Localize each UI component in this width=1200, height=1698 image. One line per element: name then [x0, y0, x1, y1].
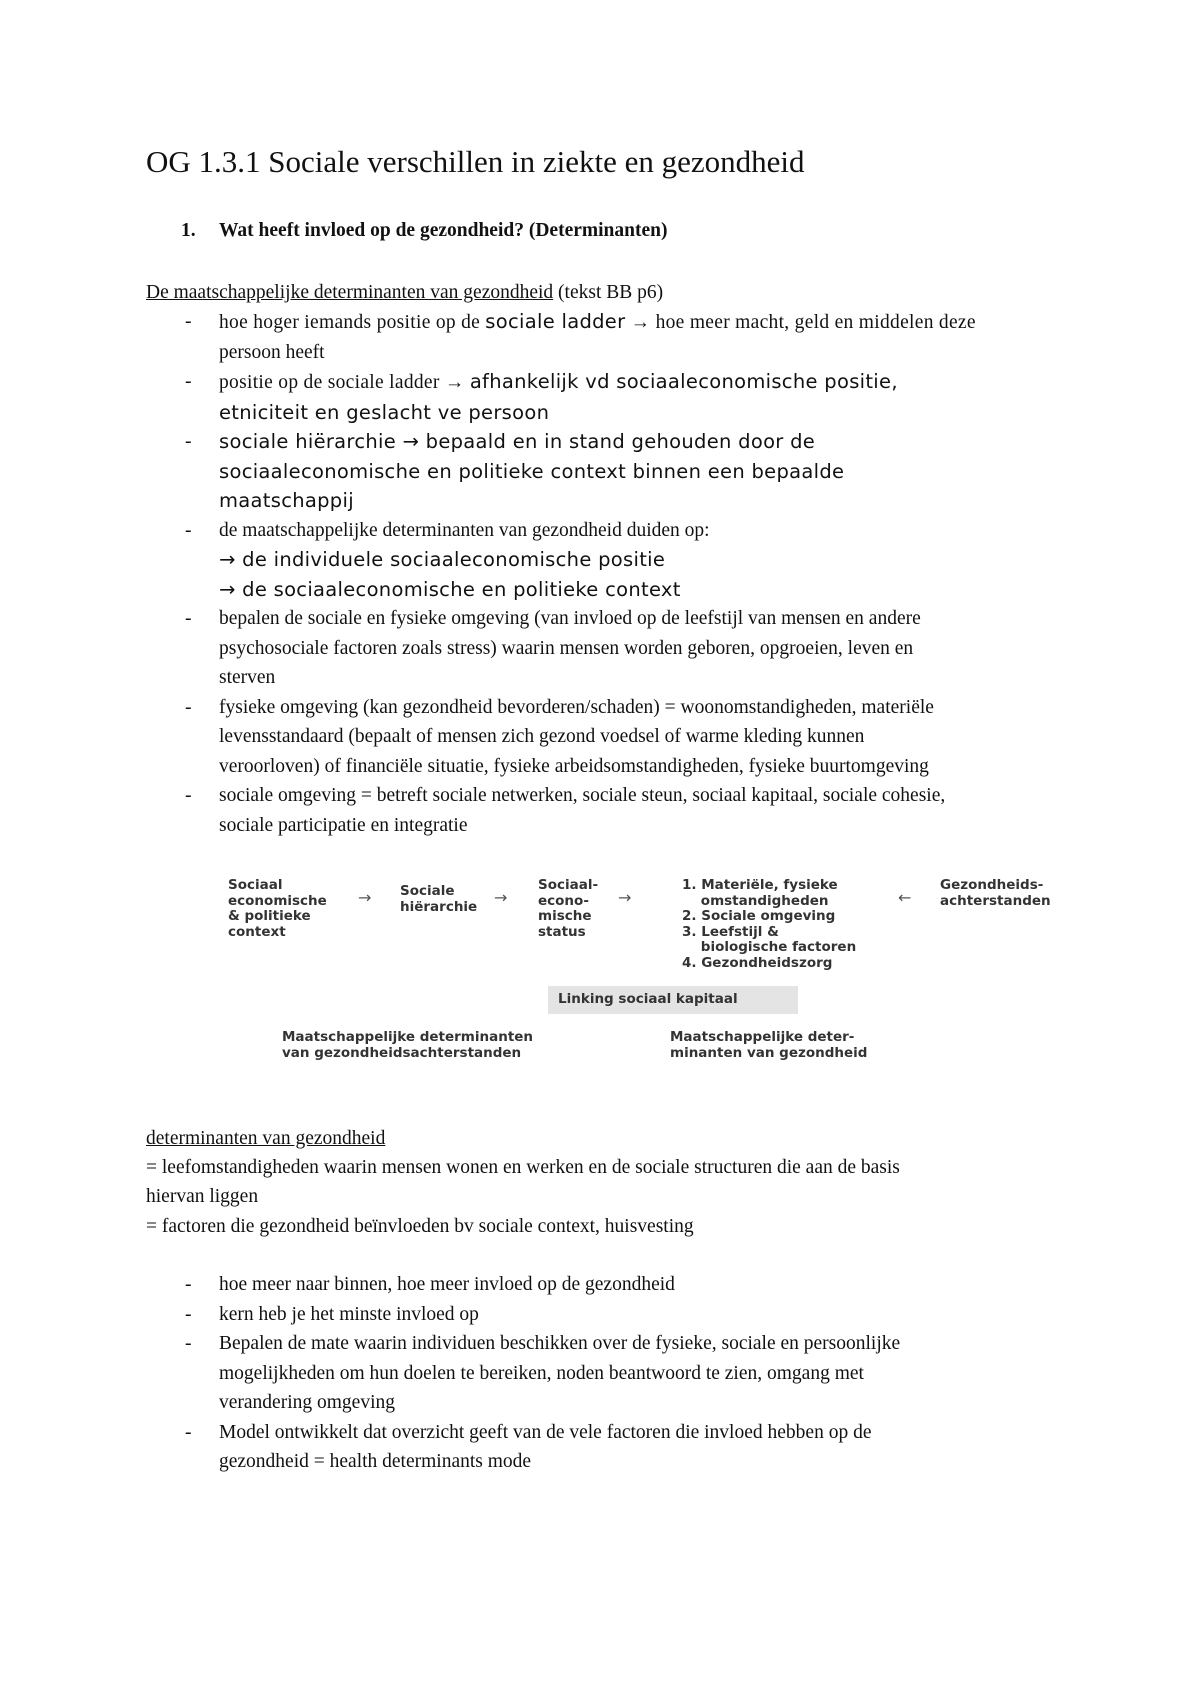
- section2-heading: [146, 1128, 385, 1150]
- determinants-diagram: [218, 868, 1078, 1074]
- bullet-text-segment: fysieke omgeving (kan gezondheid bevorderen/schaden) = woonomstandigheden, materiële: [219, 696, 934, 718]
- bullet-marker: -: [185, 431, 192, 452]
- bullet-line: [219, 1388, 1076, 1418]
- bullet-item: [146, 516, 1076, 605]
- bullet-item: [146, 781, 1076, 840]
- diagram-box-hierarchy: Sociale hiërarchie: [400, 883, 478, 915]
- bullet-marker: -: [185, 371, 192, 392]
- bullet-item: [146, 604, 1076, 693]
- bullet-text-segment: → hoe meer macht, geld en middelen deze: [625, 312, 976, 333]
- bullet-line: [219, 1329, 1076, 1359]
- bullet-item: [146, 1329, 1076, 1418]
- question-text: Wat heeft invloed op de gezondheid? (Determinanten): [219, 220, 668, 241]
- bullet-marker: -: [185, 1421, 192, 1443]
- definition-1-line-2: hiervan liggen: [146, 1186, 259, 1207]
- bullet-marker: -: [185, 1274, 192, 1295]
- question-number: 1.: [181, 220, 196, 241]
- diagram-box-status: Sociaal- econo- mische status: [538, 877, 599, 940]
- diagram-box-outcome: Gezondheids- achterstanden: [940, 877, 1051, 909]
- bullet-line: [219, 367, 1076, 398]
- bullet-marker: -: [185, 1303, 192, 1325]
- bullet-line: [219, 1447, 1076, 1477]
- bullet-text-segment: persoon heeft: [219, 341, 325, 363]
- bullet-marker: -: [185, 311, 192, 332]
- bullet-text-segment: etniciteit en geslacht ve persoon: [219, 400, 550, 424]
- bullet-text-segment: → de sociaaleconomische en politieke context: [219, 577, 681, 601]
- bullet-line: [219, 1270, 1076, 1300]
- section2-heading-text: determinanten van gezondheid: [146, 1128, 386, 1149]
- bullet-text-segment: de maatschappelijke determinanten van gezondheid duiden op:: [219, 519, 710, 541]
- bullet-line: [219, 545, 1076, 575]
- bullet-line: [219, 398, 1076, 428]
- diagram-caption-right: Maatschappelijke deter- minanten van gezondheid: [670, 1029, 868, 1061]
- bullet-text-segment: veroorloven) of financiële situatie, fysieke arbeidsomstandigheden, fysieke buurtomgeving: [219, 755, 929, 777]
- bullet-text-segment: mogelijkheden om hun doelen te bereiken, noden beantwoord te zien, omgang met: [219, 1362, 864, 1384]
- bullet-item: [146, 693, 1076, 782]
- bullet-text-segment: → de individuele sociaaleconomische positie: [219, 548, 666, 571]
- bullet-line: [219, 722, 1076, 752]
- diagram-arrow-4: ←: [898, 888, 912, 907]
- bullet-text-segment: sociale omgeving = betreft sociale netwerken, sociale steun, sociaal kapitaal, sociale cohesie,: [219, 785, 946, 806]
- bullet-text-segment: gezondheid = health determinants mode: [219, 1451, 532, 1472]
- definition-1-line-1: = leefomstandigheden waarin mensen wonen en werken en de sociale structuren die aan de basis: [146, 1157, 900, 1178]
- diagram-arrow-2: →: [494, 888, 508, 907]
- bullet-text-segment: hoe meer naar binnen, hoe meer invloed op de gezondheid: [219, 1274, 675, 1295]
- bullet-line: [219, 781, 1076, 811]
- section1-heading-rest: (tekst BB p6): [553, 282, 664, 303]
- section1-heading: [146, 282, 663, 304]
- bullet-line: [219, 575, 1076, 605]
- section1-heading-underlined: De maatschappelijke determinanten van gezondheid: [146, 282, 554, 303]
- bullet-item: [146, 1300, 1076, 1330]
- bullet-text-segment: sociaaleconomische en politieke context binnen een bepaalde: [219, 459, 845, 483]
- bullet-line: [219, 1359, 1076, 1389]
- bullet-line: [219, 811, 1076, 841]
- bullet-text-segment: Model ontwikkelt dat overzicht geeft van de vele factoren die invloed hebben op de: [219, 1421, 872, 1443]
- bullet-line: [219, 486, 1076, 516]
- bullet-text-segment: sociale ladder: [485, 310, 626, 333]
- section1-bullet-list: [146, 307, 1076, 840]
- bullet-text-segment: bepalen de sociale en fysieke omgeving (van invloed op de leefstijl van mensen en andere: [219, 608, 921, 629]
- diagram-box-factors: 1. Materiële, fysieke omstandigheden 2. Sociale omgeving 3. Leefstijl & biologische factoren 4. Gezondheidszorg: [682, 877, 857, 971]
- bullet-item: [146, 307, 1076, 367]
- diagram-caption-left: Maatschappelijke determinanten van gezondheidsachterstanden: [282, 1029, 534, 1061]
- bullet-line: [219, 693, 1076, 723]
- definition-2: = factoren die gezondheid beïnvloeden bv sociale context, huisvesting: [146, 1216, 694, 1237]
- diagram-arrow-1: →: [358, 888, 372, 907]
- bullet-marker: -: [185, 1333, 192, 1354]
- question-heading: [181, 220, 667, 242]
- section2-bullet-list: [146, 1270, 1076, 1477]
- diagram-box-context: Sociaal economische & politieke context: [228, 877, 327, 940]
- diagram-arrow-3: →: [618, 888, 632, 907]
- bullet-text-segment: psychosociale factoren zoals stress) waarin mensen worden geboren, opgroeien, leven en: [219, 637, 914, 659]
- bullet-text-segment: sterven: [219, 667, 276, 688]
- bullet-line: [219, 307, 1076, 338]
- bullet-text-segment: kern heb je het minste invloed op: [219, 1303, 479, 1325]
- bullet-text-segment: afhankelijk vd sociaaleconomische positie,: [469, 370, 898, 393]
- bullet-line: [219, 634, 1076, 664]
- bullet-marker: -: [185, 519, 192, 541]
- bullet-text-segment: maatschappij: [219, 489, 354, 512]
- bullet-item: [146, 367, 1076, 427]
- bullet-text-segment: levensstandaard (bepaalt of mensen zich gezond voedsel of warme kleding kunnen: [219, 726, 865, 747]
- bullet-line: [219, 604, 1076, 634]
- bullet-line: [219, 752, 1076, 782]
- page-title: OG 1.3.1 Sociale verschillen in ziekte en gezondheid: [146, 144, 805, 179]
- bullet-item: [146, 427, 1076, 516]
- diagram-linking-label: Linking sociaal kapitaal: [558, 991, 738, 1007]
- bullet-text-segment: Bepalen de mate waarin individuen beschikken over de fysieke, sociale en persoonlijke: [219, 1333, 901, 1354]
- bullet-item: [146, 1270, 1076, 1300]
- bullet-text-segment: hoe hoger iemands positie op de: [219, 312, 486, 333]
- bullet-line: [219, 663, 1076, 693]
- bullet-text-segment: sociale hiërarchie → bepaald en in stand gehouden door de: [219, 430, 816, 453]
- bullet-text-segment: positie op de sociale ladder →: [219, 372, 470, 393]
- bullet-text-segment: sociale participatie en integratie: [219, 814, 468, 836]
- bullet-text-segment: verandering omgeving: [219, 1392, 395, 1413]
- bullet-line: [219, 1418, 1076, 1448]
- bullet-marker: -: [185, 696, 192, 718]
- bullet-item: [146, 1418, 1076, 1477]
- bullet-line: [219, 457, 1076, 487]
- bullet-line: [219, 427, 1076, 457]
- bullet-marker: -: [185, 785, 192, 806]
- bullet-line: [219, 516, 1076, 546]
- bullet-line: [219, 1300, 1076, 1330]
- bullet-marker: -: [185, 608, 192, 629]
- bullet-line: [219, 338, 1076, 368]
